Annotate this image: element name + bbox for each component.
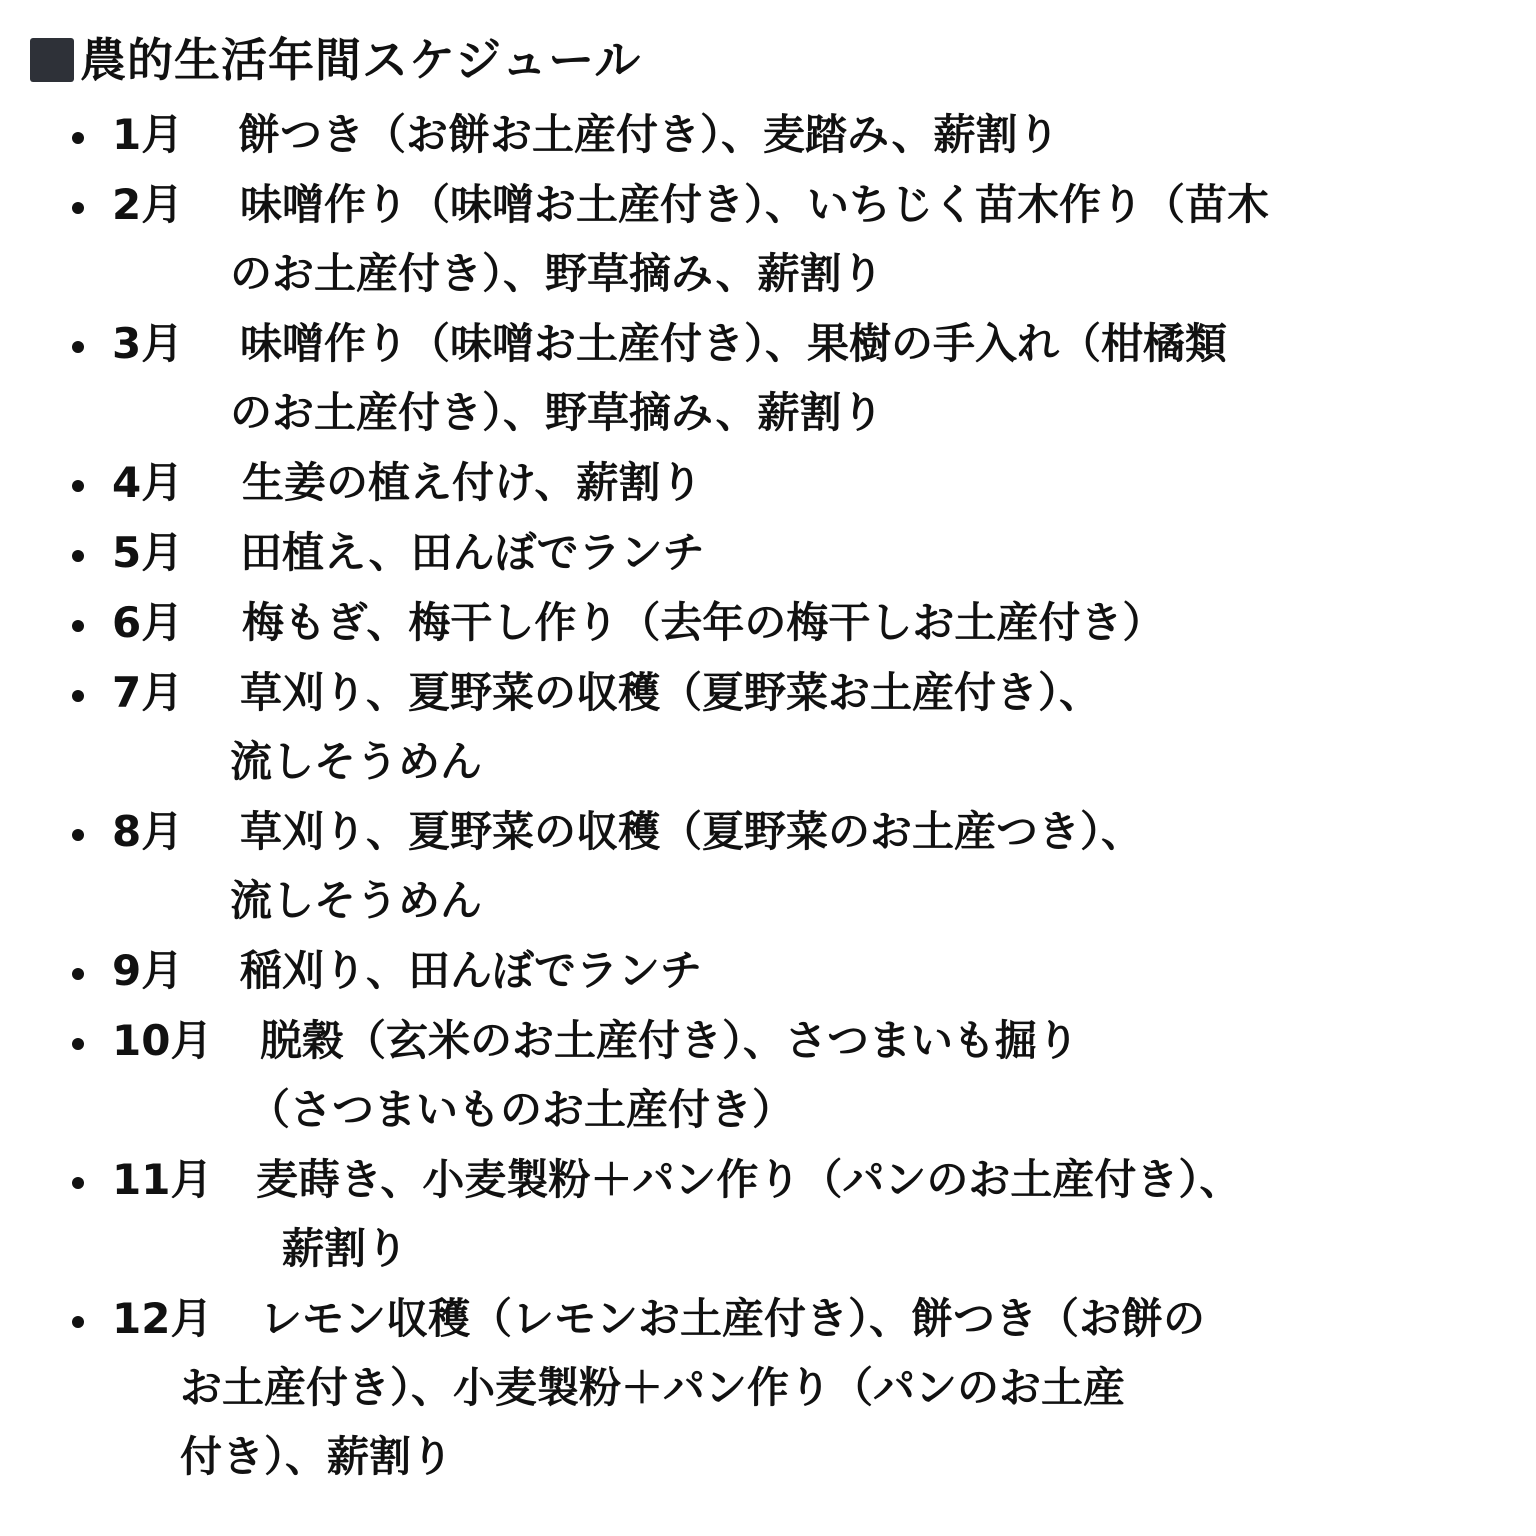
list-item: [60, 518, 1500, 588]
bullet-icon: [72, 341, 84, 353]
activity-text: 麦蒔き、小麦製粉＋パン作り（パンのお土産付き）、: [256, 1155, 1242, 1204]
month-label: 1月: [112, 110, 184, 159]
month-label: 9月: [112, 946, 184, 995]
list-item: [60, 1284, 1500, 1492]
list-item: [60, 1006, 1500, 1145]
activity-text: 薪割り: [282, 1224, 409, 1273]
page-heading: [30, 28, 641, 92]
bullet-icon: [72, 968, 84, 980]
month-label: 7月: [112, 668, 184, 717]
month-label: 4月: [112, 458, 184, 507]
activity-text: 餅つき（お餅お土産付き）、麦踏み、薪割り: [238, 110, 1060, 159]
month-label: 12月: [112, 1294, 213, 1343]
list-item: [60, 309, 1500, 448]
bullet-icon: [72, 620, 84, 632]
bullet-icon: [72, 202, 84, 214]
activity-text: 梅もぎ、梅干し作り（去年の梅干しお土産付き）: [242, 598, 1165, 647]
list-item: [60, 448, 1500, 518]
bullet-icon: [72, 829, 84, 841]
month-label: 10月: [112, 1016, 213, 1065]
schedule-list: [60, 100, 1500, 1492]
month-label: 5月: [112, 528, 184, 577]
list-item: [60, 170, 1500, 309]
activity-text: のお土産付き）、野草摘み、薪割り: [230, 249, 884, 298]
activity-text: レモン収穫（レモンお土産付き）、餅つき（お餅の: [260, 1294, 1206, 1343]
month-label: 3月: [112, 319, 184, 368]
month-label: 8月: [112, 807, 184, 856]
month-label: 6月: [112, 598, 184, 647]
activity-text: 味噌作り（味噌お土産付き）、いちじく苗木作り（苗木: [240, 180, 1270, 229]
bullet-icon: [72, 1177, 84, 1189]
page-title: 農的生活年間スケジュール: [80, 33, 642, 87]
list-item: [60, 1145, 1500, 1284]
list-item: [60, 588, 1500, 658]
bullet-icon: [72, 132, 84, 144]
bullet-icon: [72, 690, 84, 702]
bullet-icon: [72, 550, 84, 562]
activity-text: 稲刈り、田んぼでランチ: [240, 946, 703, 995]
month-label: 2月: [112, 180, 184, 229]
bullet-icon: [72, 480, 84, 492]
heading-square-icon: [30, 38, 74, 82]
list-item: [60, 936, 1500, 1006]
list-item: [60, 658, 1500, 797]
activity-text: （さつまいものお土産付き）: [248, 1085, 795, 1134]
list-item: [60, 797, 1500, 936]
activity-text: 流しそうめん: [230, 737, 483, 786]
activity-text: 流しそうめん: [230, 876, 483, 925]
activity-text: 草刈り、夏野菜の収穫（夏野菜のお土産つき）、: [240, 807, 1144, 856]
activity-text: 味噌作り（味噌お土産付き）、果樹の手入れ（柑橘類: [240, 319, 1228, 368]
activity-text: 草刈り、夏野菜の収穫（夏野菜お土産付き）、: [240, 668, 1102, 717]
activity-text: 付き）、薪割り: [180, 1432, 454, 1481]
activity-text: お土産付き）、小麦製粉＋パン作り（パンのお土産: [180, 1363, 1126, 1412]
bullet-icon: [72, 1038, 84, 1050]
activity-text: 脱穀（玄米のお土産付き）、さつまいも掘り: [260, 1016, 1080, 1065]
list-item: [60, 100, 1500, 170]
activity-text: のお土産付き）、野草摘み、薪割り: [230, 388, 884, 437]
bullet-icon: [72, 1316, 84, 1328]
activity-text: 生姜の植え付け、薪割り: [242, 458, 703, 507]
month-label: 11月: [112, 1155, 213, 1204]
activity-text: 田植え、田んぼでランチ: [240, 528, 705, 577]
